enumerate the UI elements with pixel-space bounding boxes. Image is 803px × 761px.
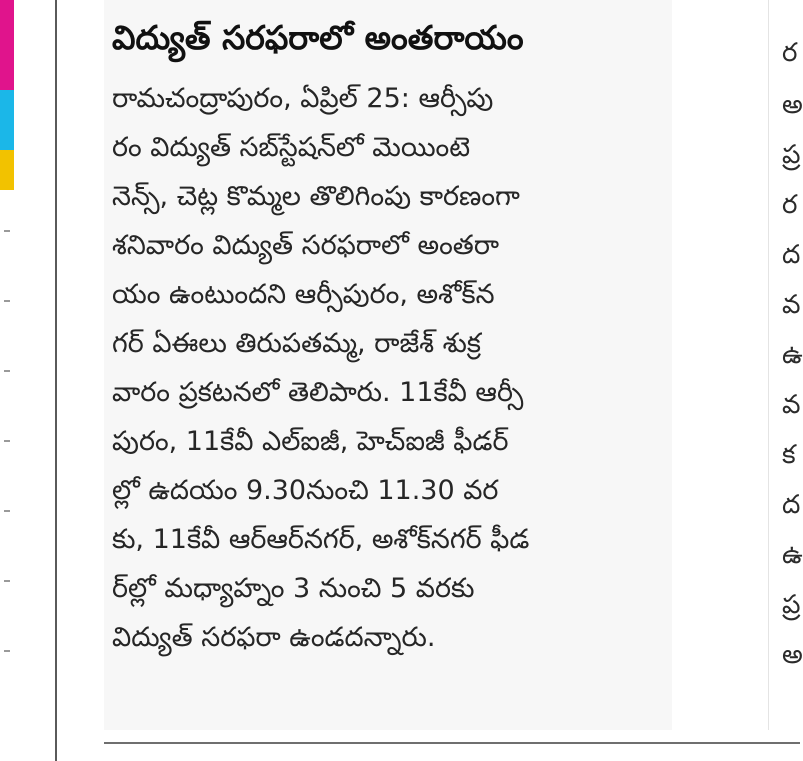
adjacent-glyph: ప్ర bbox=[782, 590, 801, 620]
magenta-edge-mark bbox=[0, 0, 14, 90]
adjacent-glyph: వ bbox=[782, 390, 801, 420]
adjacent-glyph: ఉ bbox=[782, 340, 803, 370]
body-line: విద్యుత్ సరఫరా ఉండదన్నారు. bbox=[112, 622, 436, 653]
body-line: రం విద్యుత్ సబ్‌స్టేషన్‌లో మెయింటె bbox=[112, 132, 471, 163]
edge-dot bbox=[4, 650, 10, 652]
page-edge-strip bbox=[0, 0, 28, 761]
column-divider bbox=[55, 0, 57, 761]
body-line: శనివారం విద్యుత్ సరఫరాలో అంతరా bbox=[112, 230, 500, 261]
edge-dot bbox=[4, 300, 10, 302]
yellow-edge-mark bbox=[0, 150, 14, 190]
edge-dot bbox=[4, 370, 10, 372]
adjacent-glyph: అ bbox=[782, 640, 803, 670]
adjacent-glyph: ద bbox=[782, 240, 801, 270]
body-line: పురం, 11కేవీ ఎల్‌ఐజీ, హెచ్‌ఐజీ ఫీడర్ bbox=[112, 426, 509, 457]
body-line: ర్‌ల్లో మధ్యాహ్నం 3 నుంచి 5 వరకు bbox=[112, 573, 475, 604]
adjacent-glyph: ద bbox=[782, 490, 801, 520]
adjacent-column-text bbox=[782, 0, 803, 761]
article-headline: విద్యుత్ సరఫరాలో అంతరాయం bbox=[112, 18, 524, 57]
adjacent-glyph: ఉ bbox=[782, 540, 803, 570]
edge-dot bbox=[4, 440, 10, 442]
edge-dot bbox=[4, 230, 10, 232]
body-line: కు, 11కేవీ ఆర్‌ఆర్‌నగర్, అశోక్‌నగర్ ఫీడ bbox=[112, 524, 530, 555]
body-line: రామచంద్రాపురం, ఏప్రిల్ 25: ఆర్సీపు bbox=[112, 83, 494, 114]
bottom-divider bbox=[104, 742, 800, 744]
article-body bbox=[112, 74, 672, 662]
edge-dot bbox=[4, 510, 10, 512]
adjacent-glyph: ర bbox=[782, 38, 798, 68]
body-line: యం ఉంటుందని ఆర్సీపురం, అశోక్‌న bbox=[112, 279, 495, 310]
body-line: వారం ప్రకటనలో తెలిపారు. 11కేవీ ఆర్సీ bbox=[112, 377, 524, 408]
adjacent-glyph: అ bbox=[782, 90, 803, 120]
adjacent-glyph: క bbox=[782, 440, 796, 470]
adjacent-glyph: ప్ర bbox=[782, 140, 801, 170]
right-column-divider bbox=[768, 0, 769, 730]
edge-dot bbox=[4, 580, 10, 582]
adjacent-glyph: ర bbox=[782, 190, 798, 220]
body-line: ల్లో ఉదయం 9.30నుంచి 11.30 వర bbox=[112, 475, 499, 506]
body-line: గర్ ఏఈలు తిరుపతమ్మ, రాజేశ్ శుక్ర bbox=[112, 328, 481, 359]
adjacent-glyph: వ bbox=[782, 290, 801, 320]
cyan-edge-mark bbox=[0, 90, 14, 150]
body-line: నెన్స్, చెట్ల కొమ్మల తొలిగింపు కారణంగా bbox=[112, 181, 520, 212]
